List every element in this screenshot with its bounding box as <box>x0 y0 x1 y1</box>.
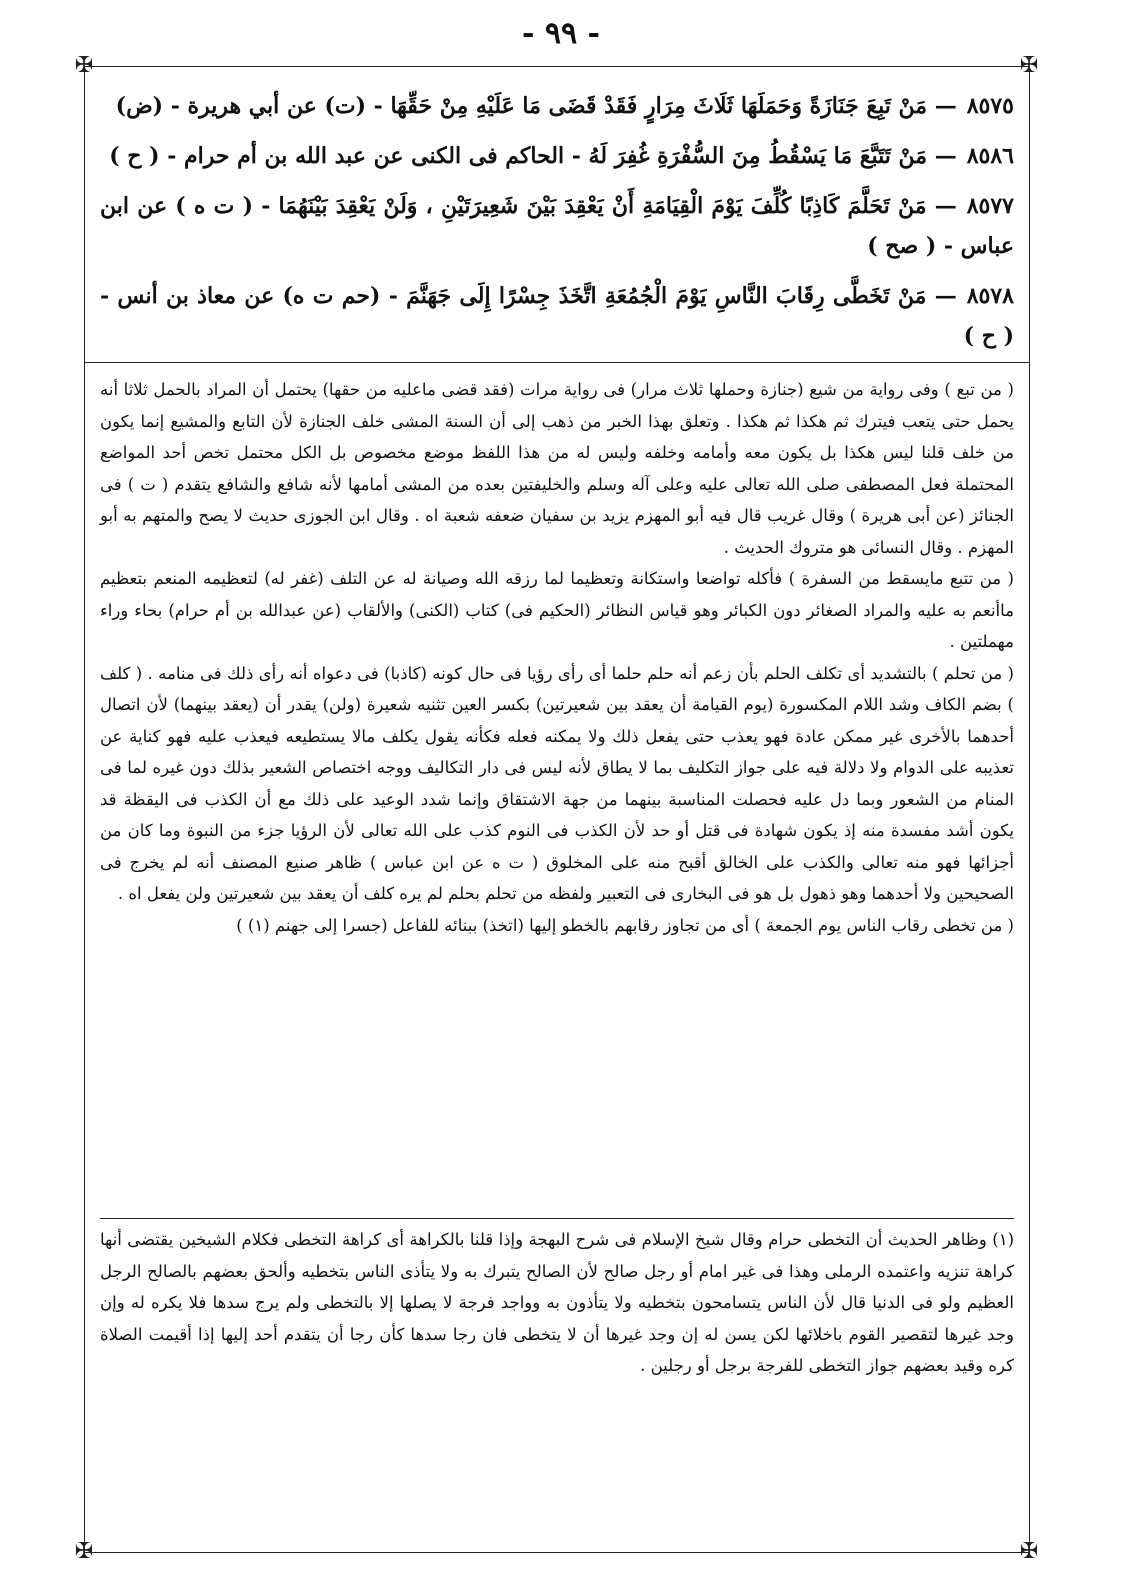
hadith-number: ٨٥٧٨ <box>966 283 1014 309</box>
hadith-entry <box>100 86 1014 126</box>
hadith-text: — مَنْ تَتَبَّعَ مَا يَسْقُطُ مِنَ السُّفْرَةِ غُفِرَ لَهُ - الحاكم فى الكنى عن عبد الله بن أم حرام - ( ح ) <box>109 143 957 169</box>
commentary <box>100 374 1014 941</box>
bottom-rule <box>84 1552 1030 1553</box>
hadith-list <box>100 86 1014 366</box>
commentary-paragraph: ( من تبع ) وفى رواية من شيع (جنازة وحملها ثلاث مرار) فى رواية مرات (فقد قضى ماعليه من حقها) يحتمل أن المراد بالحمل ثلاثا أنه يحمل حتى يتعب فيترك ثم هكذا ثم هكذا . وتعلق بهذا الخبر من ذهب إلى أن السنة المشى خلف الجنازة لأن التابع والمشيع إنما يكون من خلف قلنا ليس هكذا بل يكون معه وأمامه وخلفه وليس له من هذا اللفظ موضع مخصوص بل الكل محتمل تخص أحد المواضع المحتملة فعل المصطفى صلى الله تعالى عليه وعلى آله وسلم والخليفتين بعده من المشى أمامها لأنه شافع والشافع يتقدم ( ت ) فى الجنائز (عن أبى هريرة ) وقال غريب قال فيه أبو المهزم يزيد بن سفيان ضعفه شعبة اه . وقال ابن الجوزى حديث لا يصح والمتهم به أبو المهزم . وقال النسائى هو متروك الحديث . <box>100 380 1014 557</box>
hadith-number: ٨٥٨٦ <box>966 143 1014 169</box>
commentary-paragraph: ( من تخطى رقاب الناس يوم الجمعة ) أى من تجاوز رقابهم بالخطو إليها (اتخذ) ببنائه للفاعل (جسرا إلى جهنم (١) ) <box>236 915 1014 935</box>
footnote-divider <box>100 1218 1014 1219</box>
hadith-entry <box>100 186 1014 266</box>
footnote-section <box>100 1224 1014 1382</box>
hadith-entry <box>100 276 1014 356</box>
corner-ornament-icon: ✠ <box>1019 1539 1039 1564</box>
hadith-entry <box>100 136 1014 176</box>
hadith-text: — مَنْ تَحَلَّمَ كَاذِبًا كُلِّفَ يَوْمَ الْقِيَامَةِ أَنْ يَعْقِدَ بَيْنَ شَعِيرَتَيْنِ ، وَلَنْ يَعْقِدَ بَيْنَهُمَا - ( ت ه ) عن ابن عباس - ( صح ) <box>100 193 1014 259</box>
commentary-paragraph: ( من تحلم ) بالتشديد أى تكلف الحلم بأن زعم أنه حلم حلما أى رأى رؤيا فى حال كونه (كاذبا) فى دعواه أنه رأى ذلك فى منامه . ( كلف ) بضم الكاف وشد اللام المكسورة (يوم القيامة أن يعقد بين شعيرتين) بكسر العين تثنيه شعيرة (ولن) يقدر أن (يعقد بينهما) لأن اتصال أحدهما بالأخرى غير ممكن عادة فهو يعذب حتى يفعل ذلك ولا يمكنه فعله فكأنه يقول يكلف مالا يستطيعه فيعذب عليه فهو كناية عن تعذيبه على الدوام ولا دلالة فيه على جواز التكليف بما لا يطاق لأنه ليس فى دار التكاليف ووجه اختصاص الشعير بذلك دون غيره لما فى المنام من الشعور وبما دل عليه فحصلت المناسبة بينهما من جهة الاشتقاق وإنما شدد الوعيد على ذلك مع أن الكذب فى اليقظة قد يكون أشد مفسدة منه إذ يكون شهادة فى قتل أو حد لأن الكذب فى النوم كذب على الله تعالى لأن الرؤيا جزء من النبوة وما كان من أجزائها فهو منه تعالى والكذب على الخالق أقبح منه على المخلوق ( ت ه عن ابن عباس ) ظاهر صنيع المصنف أنه لم يخرج فى الصحيحين ولا أحدهما وهو ذهول بل هو فى البخارى فى التعبير ولفظه من تحلم بحلم لم يره كلف أن يعقد بين شعيرتين ولن يفعل اه . <box>100 663 1014 903</box>
hadith-number: ٨٥٧٧ <box>966 193 1014 219</box>
corner-ornament-icon: ✠ <box>74 53 94 78</box>
corner-ornament-icon: ✠ <box>1019 53 1039 78</box>
hadith-number: ٨٥٧٥ <box>966 93 1014 119</box>
footnote-text: (١) وظاهر الحديث أن التخطى حرام وقال شيخ الإسلام فى شرح البهجة وإذا قلنا بالكراهة أى كراهة التخطى فكلام الشيخين يقتضى أنها كراهة تنزيه واعتمده الرملى وهذا فى غير امام أو رجل صالح لأن الصالح يتبرك به ولا يتأذى الناس بتخطيه وألحق بعضهم بالصالح الرجل العظيم ولو فى الدنيا قال لأن الناس يتسامحون بتخطيه ولا يتأذون به وواجد فرجة لا يصلها إلا بالتخطى ولم يرج سدها فلا يكره له وإن وجد غيرها لتقصير القوم باخلائها لكن يسن له إن وجد غيرها أن لا يتخطى فان رجا سدها كأن رجا أن يتقدم أحد إليها إذا أقيمت الصلاة كره وقيد بعضهم جواز التخطى للفرجة برجل أو رجلين . <box>100 1230 1014 1375</box>
hadith-text: — مَنْ تَبِعَ جَنَازَةً وَحَمَلَهَا ثَلَاثَ مِرَارٍ فَقَدْ قَضَى مَا عَلَيْهِ مِنْ حَقِّهَا - (ت) عن أبي هريرة - (ض) <box>115 93 957 119</box>
hadith-text: — مَنْ تَخَطَّى رِقَابَ النَّاسِ يَوْمَ الْجُمُعَةِ اتَّخَذَ جِسْرًا إِلَى جَهَنَّمَ - (حم ت ه) عن معاذ بن أنس - ( ح ) <box>100 283 1014 349</box>
commentary-paragraph: ( من تتبع مايسقط من السفرة ) فأكله تواضعا واستكانة وتعظيما لما رزقه الله وصيانة له عن التلف (غفر له) لتعظيمه المنعم بتعظيم ماأنعم به عليه والمراد الصغائر دون الكبائر وهو قياس النظائر (الحكيم فى) كتاب (الكنى) والألقاب (عن عبدالله بن أم حرام) بحاء وراء مهملتين . <box>100 569 1014 651</box>
page-number: - ٩٩ - <box>521 16 601 51</box>
top-rule <box>84 66 1030 67</box>
corner-ornament-icon: ✠ <box>74 1539 94 1564</box>
